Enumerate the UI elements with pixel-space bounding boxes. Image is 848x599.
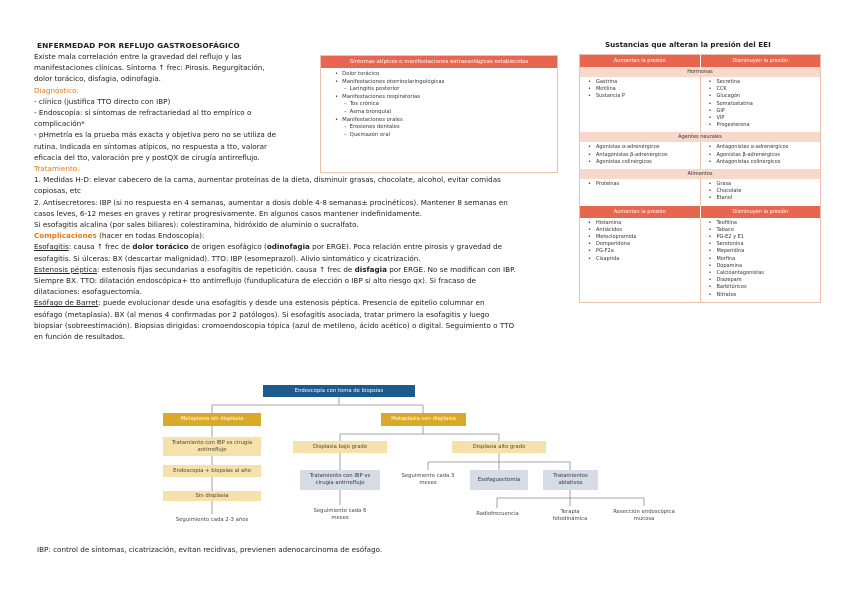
- substance-item: • Agonistas colinérgicos: [588, 159, 700, 166]
- flow-sin-sin-displasia: Sin displasia: [163, 491, 261, 501]
- atypical-item: • Manifestaciones otorrinolaringológicas: [335, 79, 557, 87]
- substance-item: • Agonistas β-adrenérgicos: [709, 152, 821, 159]
- flow-sin-endoscopia: Endoscopia + biopsias al año: [163, 465, 261, 477]
- atypical-item: • Manifestaciones respiratorias: [335, 94, 557, 102]
- esofagitis-label: Esofagitis: [34, 242, 69, 252]
- substance-item: • Antagonistas α-adrenérgicos: [709, 144, 821, 151]
- flow-esofaguectomia: Esofaguectomía: [470, 470, 528, 490]
- atypical-item: • Dolor torácico: [335, 71, 557, 79]
- substance-item: • Antiácidos: [588, 227, 700, 234]
- estenosis-text: por ERGE. No se modifican con IBP.: [386, 264, 516, 274]
- substance-item: • Chocolate: [709, 188, 821, 195]
- diagnostico-line: rutina. Indicada en síntomas atípicos, no respuesta a tto, valorar: [34, 141, 268, 151]
- substance-item: • Metoclopramida: [588, 234, 700, 241]
- substance-item: • Morfina: [709, 256, 821, 263]
- tratamiento-line: 1. Medidas H-D: elevar cabecero de la cama, aumentar proteínas de la dieta, disminuir grasas, chocolate, alcohol, evitar comidas: [34, 175, 501, 185]
- esofagitis-text: de origen esofágico (: [188, 242, 267, 252]
- flow-sin-seguimiento: Seguimiento cada 2-3 años: [175, 516, 249, 523]
- section-hormonas: Hormonas: [580, 67, 820, 77]
- tratamiento-line: copiosas, etc: [34, 186, 81, 196]
- estenosis-line: dilataciones: esofaguectomía.: [34, 287, 142, 297]
- col-down-header-2: Disminuyen la presión: [700, 206, 821, 218]
- substance-item: • PG-E2 y E1: [709, 234, 821, 241]
- estenosis-bold: disfagia: [354, 264, 387, 274]
- atypical-item: – Erosiones dentales: [335, 124, 557, 132]
- estenosis-text: : estenosis fijas secundarias a esofagitis de repetición. causa ↑ frec de: [96, 264, 355, 274]
- col-up-header-2: Aumentan la presión: [613, 208, 666, 215]
- diagnostico-line: eficacia del tto, valoración pre y postQX de cirugía antirreflujo.: [34, 152, 260, 162]
- substance-item: • VIP: [709, 115, 821, 122]
- esofagitis-text: por ERGE). Poca relación entre pirosis y gravedad de: [309, 242, 503, 252]
- substance-item: • Antagonistas β-adrenérgicos: [588, 152, 700, 159]
- atypical-item: – Tos crónica: [335, 101, 557, 109]
- barret-line: en función de resultados.: [34, 332, 126, 342]
- substance-item: • Tabaco: [709, 227, 821, 234]
- substance-item: • Antagonistas colinérgicos: [709, 159, 821, 166]
- substance-item: • Calcioantagonistas: [709, 270, 821, 277]
- diagnostico-heading: Diagnóstico:: [34, 85, 79, 95]
- flow-tratamientos-ablativos: Tratamientos ablativos: [543, 470, 598, 490]
- esofagitis-text: : causa ↑ frec de: [68, 242, 133, 252]
- substance-item: • Somatostatina: [709, 101, 821, 108]
- substance-item: • Progesterona: [709, 122, 821, 129]
- substance-item: • Motilina: [588, 86, 700, 93]
- substance-item: • Grasa: [709, 181, 821, 188]
- flow-displasia-alto: Displasia alto grado: [452, 441, 546, 453]
- flow-root: Endoscopia con toma de biopsias: [263, 385, 415, 397]
- atypical-item: – Quemazón oral: [335, 132, 557, 140]
- intro-line: dolor torácico, disfagia, odinofagia.: [34, 74, 161, 84]
- tratamiento-line: casos leves, 6-12 meses en graves y retirar progresivamente. En algunos casos mantener indefinidamente.: [34, 208, 422, 218]
- section-alimentos: Alimentos: [580, 169, 820, 179]
- barret-line: biopsiar (sobreestimación). Biopsias dirigidas: cromoendoscopia tópica (azul de metileno, ácido acético) o digital. Seguimiento o TTO: [34, 320, 515, 330]
- barret-line: esófago (metaplasia). BX (al menos 4 confirmadas por 2 patólogos). Si esofagitis asociada, tratar primero la esofagitis y luego: [34, 309, 490, 319]
- diagnostico-line: - pHmetría es la prueba más exacta y objetiva pero no se utiliza de: [34, 130, 277, 140]
- diagnostico-line: complicación*: [34, 119, 85, 129]
- substance-item: • Histamina: [588, 220, 700, 227]
- substance-item: • Barbitúricos: [709, 284, 821, 291]
- substance-item: • Sustancia P: [588, 93, 700, 100]
- flow-reseccion-endoscopica: Resección endoscópica mucosa: [613, 509, 675, 522]
- substance-item: • Meperidina: [709, 248, 821, 255]
- flow-radiofrecuencia: Radiofrecuencia: [476, 510, 519, 517]
- complicaciones-tail: (hacer en todas Endoscopia):: [96, 231, 205, 241]
- flow-sin-displasia: Metaplasia sin displasia: [163, 413, 261, 426]
- atypical-item: • Manifestaciones orales: [335, 117, 557, 125]
- estenosis-label: Estenosis péptica: [34, 264, 97, 274]
- atypical-item: – Asma bronquial: [335, 109, 557, 117]
- substance-item: • Dopamina: [709, 263, 821, 270]
- esofagitis-line: esofagitis. Si úlceras: BX (descartar malignidad). TTO: IBP (esomeprazol). Alivio sintomático y cicatrización.: [34, 253, 421, 263]
- substance-item: • GIP: [709, 108, 821, 115]
- col-down-header: Disminuyen la presión: [700, 55, 821, 67]
- flow-displasia-bajo: Displasia bajo grado: [293, 441, 387, 453]
- substance-item: • Cisaprida: [588, 256, 700, 263]
- substance-item: • Serotonina: [709, 241, 821, 248]
- intro-line: Existe mala correlación entre la gravedad del reflujo y las: [34, 52, 242, 61]
- esofagitis-bold: odinofagia: [266, 242, 310, 252]
- diagnostico-line: - Endoscopia: si síntomas de refractariedad al tto empírico o: [34, 108, 252, 118]
- substance-item: • Teofilina: [709, 220, 821, 227]
- flow-bajo-tratamiento: Tratamiento con IBP vs cirugía antirreflujo: [300, 470, 380, 490]
- esofagitis-bold: dolor torácico: [132, 242, 189, 252]
- substance-item: • Diazepam: [709, 277, 821, 284]
- substance-item: • Secretina: [709, 79, 821, 86]
- substance-item: • CCK: [709, 86, 821, 93]
- flow-sin-tratamiento: Tratamiento con IBP vs cirugía antirreflujo: [163, 437, 261, 456]
- page-title: ENFERMEDAD POR REFLUJO GASTROESOFÁGICO: [37, 41, 240, 50]
- footer-note: IBP: control de síntomas, cicatrización, evitan recidivas, previenen adenocarcinoma de esófago.: [37, 545, 383, 554]
- barret-text: : puede evolucionar desde una esofagitis y desde una estenosis péptica. Presencia de epitelio columnar en: [98, 298, 485, 308]
- tratamiento-line: Si esofagitis alcalina (por sales biliares): colestiramina, hidróxido de aluminio o sucralfato.: [34, 220, 359, 230]
- barret-label: Esófago de Barret: [34, 298, 99, 308]
- substance-item: • Domperidona: [588, 241, 700, 248]
- substance-item: • Nitratos: [709, 292, 821, 299]
- atypical-item: – Laringitis posterior: [335, 86, 557, 94]
- substance-item: • Agonistas α-adrenérgicos: [588, 144, 700, 151]
- substance-item: • Etanol: [709, 195, 821, 202]
- atypical-header: Síntomas atípicos o manifestaciones extraesofágicas establecidas: [321, 56, 557, 68]
- tratamiento-line: 2. Antisecretores: IBP (si no respuesta en 4 semanas, aumentar a dosis doble 4-8 semanas± procinéticos). Mantener 8 semanas en: [34, 197, 508, 207]
- col-up-header: Aumentan la presión: [613, 58, 666, 64]
- flow-bajo-seguimiento: Seguimiento cada 6 meses: [313, 507, 367, 521]
- substance-item: • Gastrina: [588, 79, 700, 86]
- complicaciones-label: Complicaciones: [34, 231, 97, 241]
- estenosis-line: Siempre BX. TTO: dilatación endoscópica+ tto antirreflujo (funduplicatura de elección o IBP si alto riesgo qx). Si fracaso de: [34, 276, 476, 286]
- substance-item: • PG-F2a: [588, 248, 700, 255]
- substances-title: Sustancias que alteran la presión del EEI: [605, 40, 771, 49]
- diagnostico-line: - clínico (justifica TTO directo con IBP): [34, 96, 171, 106]
- flow-alto-seguimiento: Seguimiento cada 3 meses: [401, 473, 455, 486]
- substance-item: • Glucagón: [709, 93, 821, 100]
- flow-terapia-fotodinamica: Terapia fotodinámica: [552, 509, 588, 522]
- intro-line: manifestaciones clínicas. Síntoma ↑ frec: Pirosis. Regurgitación,: [34, 63, 265, 73]
- section-neurales: Agentes neurales: [580, 132, 820, 142]
- substance-item: • Proteínas: [588, 181, 700, 188]
- flow-con-displasia: Metaplasia con displasia: [381, 413, 466, 426]
- tratamiento-heading: Tratamiento:: [34, 164, 80, 174]
